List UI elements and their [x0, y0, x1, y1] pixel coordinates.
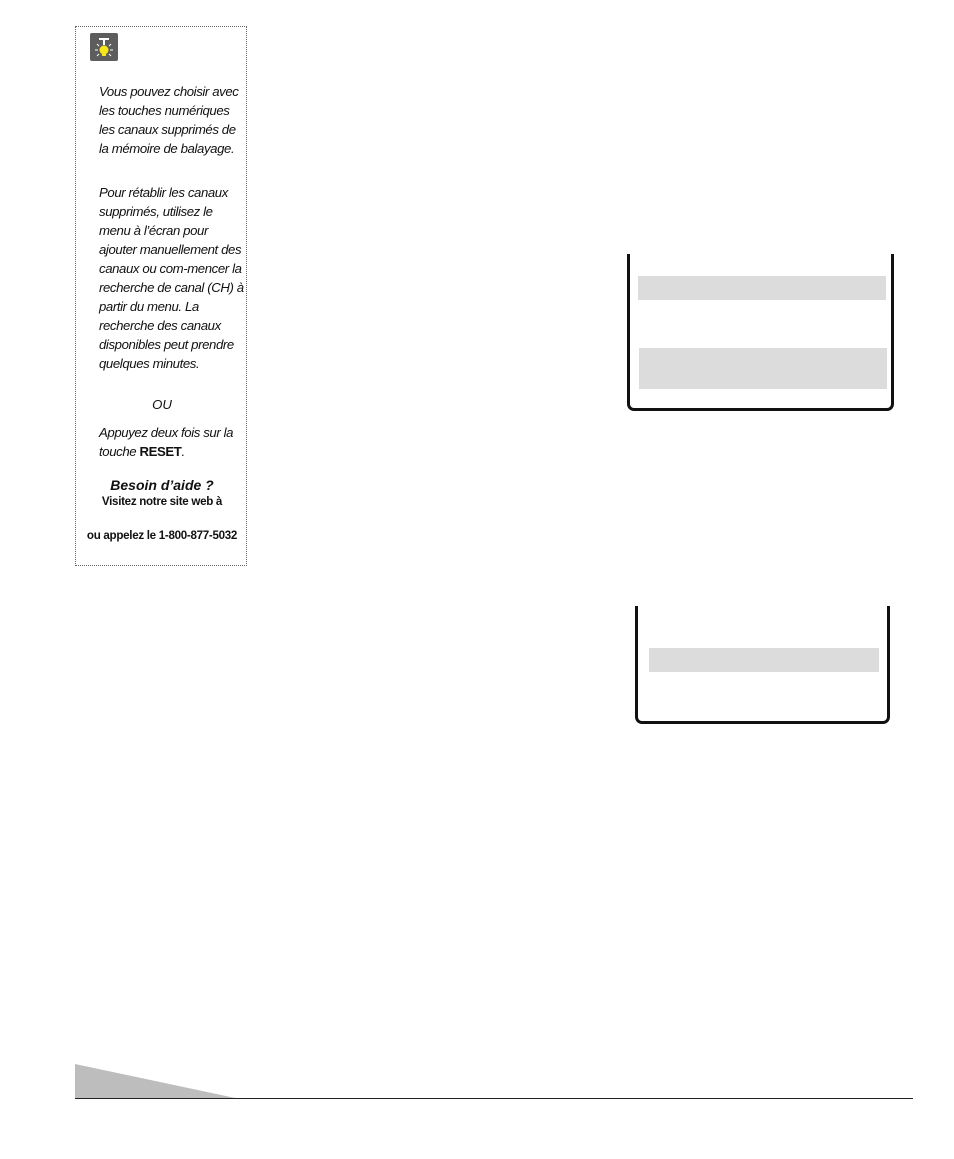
lightbulb-icon: [90, 33, 118, 61]
tip-sidebar: [75, 26, 247, 566]
tip-or: OU: [152, 397, 172, 412]
tip-paragraph-3: [99, 423, 245, 461]
tip-paragraph-1: Vous pouvez choisir avec les touches numériques les canaux supprimés de la mémoire de balayage.: [99, 84, 239, 156]
tip-paragraph-3-text: Appuyez deux fois sur la touche: [99, 425, 234, 459]
tip-paragraph-2: Pour rétablir les canaux supprimés, utilisez le menu à l’écran pour ajouter manuellement des canaux ou com-mencer la recherche de canal (CH) à partir du menu. La recherche des canaux disponibles peut prendre quelques minutes.: [99, 185, 244, 371]
tv-menu-screen-2: [635, 606, 890, 724]
menu-highlight-bar: [639, 348, 887, 389]
help-title: Besoin d’aide ?: [110, 477, 214, 493]
menu-highlight-bar: [638, 276, 886, 300]
tip-paragraph-3-end: .: [181, 444, 185, 459]
tv-menu-screen-1: [627, 254, 894, 411]
page-footer-tab: [75, 1064, 245, 1100]
footer-rule: [75, 1098, 913, 1099]
help-website-line: Visitez notre site web à: [101, 495, 223, 508]
reset-key-label: RESET: [139, 444, 182, 459]
menu-highlight-bar: [649, 648, 879, 672]
help-phone-line: ou appelez le 1-800-877-5032: [86, 529, 238, 542]
